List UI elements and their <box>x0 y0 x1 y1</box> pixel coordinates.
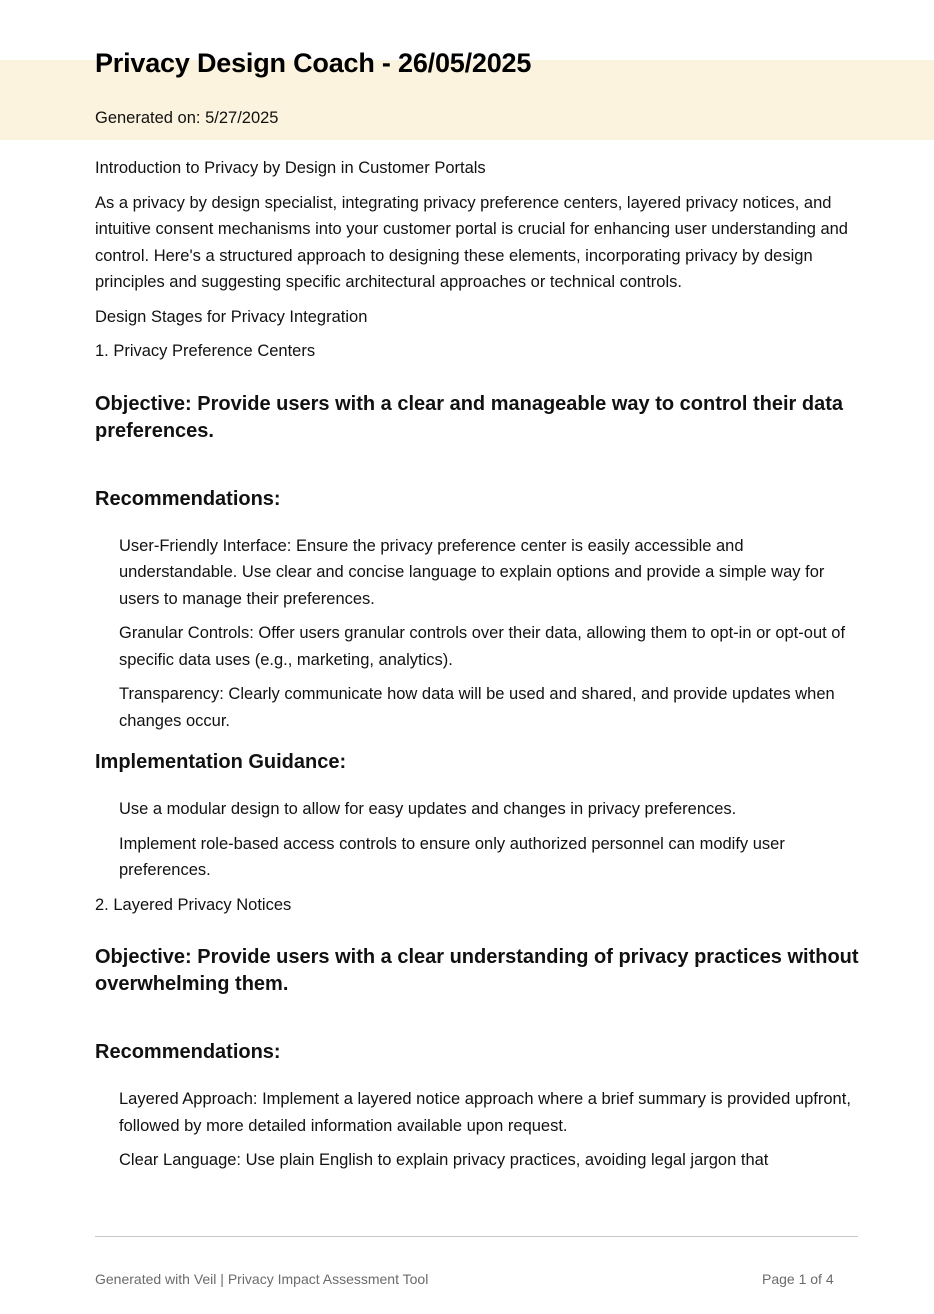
generated-date: Generated on: 5/27/2025 <box>95 109 279 127</box>
guidance-heading: Implementation Guidance: <box>95 751 347 773</box>
section-objective: Objective: Provide users with a clear understanding of privacy practices without overwhelming them. <box>95 946 859 995</box>
section-title: 2. Layered Privacy Notices <box>95 895 292 914</box>
intro-paragraph: As a privacy by design specialist, integrating privacy preference centers, layered privacy notices, and intuitive consent mechanisms into your customer portal is crucial for enhancing user understanding and control. Here's a structured approach to designing these elements, incorporating privacy by design principles and suggesting specific architectural approaches or technical controls. <box>95 193 848 291</box>
list-item: Clear Language: Use plain English to explain privacy practices, avoiding legal jargon that <box>119 1151 769 1169</box>
recommendations-list <box>95 1086 859 1174</box>
recommendations-heading: Recommendations: <box>95 1041 281 1063</box>
list-item: User-Friendly Interface: Ensure the privacy preference center is easily accessible and understandable. Use clear and concise language to explain options and provide a simple way for users to manage their preferences. <box>119 536 825 608</box>
document-body <box>95 155 859 1182</box>
list-item: Layered Approach: Implement a layered notice approach where a brief summary is provided upfront, followed by more detailed information available upon request. <box>119 1090 851 1135</box>
list-item: Granular Controls: Offer users granular controls over their data, allowing them to opt-in or opt-out of specific data uses (e.g., marketing, analytics). <box>119 624 846 669</box>
section-objective: Objective: Provide users with a clear and manageable way to control their data preferences. <box>95 392 844 442</box>
page-title: Privacy Design Coach - 26/05/2025 <box>95 48 532 78</box>
page-number: Page 1 of 4 <box>762 1271 834 1287</box>
list-item: Implement role-based access controls to ensure only authorized personnel can modify user preferences. <box>119 834 785 879</box>
footer-divider <box>95 1236 858 1237</box>
list-item: Use a modular design to allow for easy updates and changes in privacy preferences. <box>119 800 737 818</box>
design-stages-heading: Design Stages for Privacy Integration <box>95 307 368 326</box>
intro-heading: Introduction to Privacy by Design in Customer Portals <box>95 159 486 177</box>
guidance-list <box>95 796 859 884</box>
footer-credit: Generated with Veil | Privacy Impact Assessment Tool <box>95 1271 429 1287</box>
recommendations-heading: Recommendations: <box>95 487 281 510</box>
section-title: 1. Privacy Preference Centers <box>95 342 316 360</box>
recommendations-list <box>95 533 859 735</box>
list-item: Transparency: Clearly communicate how data will be used and shared, and provide updates when changes occur. <box>119 685 835 730</box>
